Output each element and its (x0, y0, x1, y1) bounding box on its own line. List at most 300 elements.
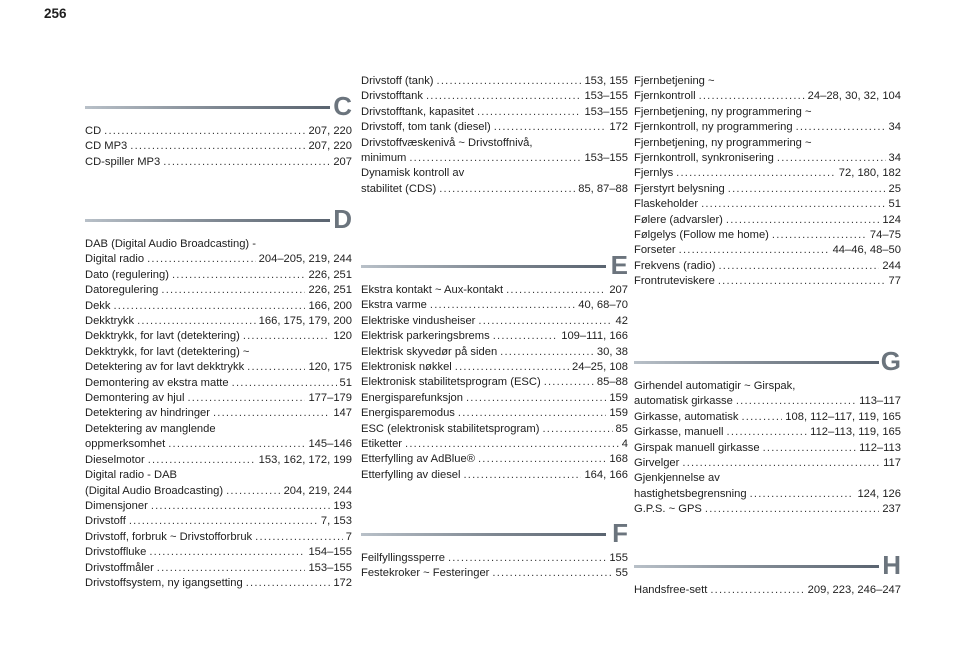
index-entry (634, 259, 901, 274)
dot-leader (464, 468, 582, 483)
dot-leader (458, 406, 606, 421)
index-entry-pages: 147 (333, 407, 352, 420)
index-entry-label-line: Fjernbetjening, ny programmering ~ (634, 105, 812, 118)
dot-leader (478, 452, 606, 467)
index-entry-pages: 112–113 (859, 441, 901, 454)
index-entry-pages: 77 (888, 275, 901, 288)
index-entry (361, 166, 628, 197)
index-entry-term: Elektronisk stabilitetsprogram (ESC) (361, 376, 541, 389)
index-entry-pages: 145–146 (308, 438, 352, 451)
index-entry-line (361, 391, 628, 406)
dot-leader (213, 406, 330, 421)
index-entry-pages: 153–155 (584, 105, 628, 118)
index-entry-term: Elektriske vindusheiser (361, 314, 476, 327)
index-entry (634, 197, 901, 212)
index-entry-line (85, 545, 352, 560)
index-entry-pages: 204–205, 219, 244 (258, 253, 352, 266)
index-entry-term: Elektronisk nøkkel (361, 361, 452, 374)
dot-leader (728, 182, 886, 197)
index-entry (361, 437, 628, 452)
index-entry-pages: 40, 68–70 (578, 299, 628, 312)
index-entry (85, 530, 352, 545)
index-entry-label-line: Drivstoffvæskenivå ~ Drivstoffnivå, (361, 136, 533, 149)
index-section-f-continued (634, 74, 901, 290)
index-entry (634, 213, 901, 228)
index-entry (361, 422, 628, 437)
index-entry (85, 561, 352, 576)
index-entry-label-line: Dynamisk kontroll av (361, 167, 465, 180)
index-entry (85, 514, 352, 529)
index-entry (634, 182, 901, 197)
index-entry-line (85, 406, 352, 421)
index-entry-pages: 159 (609, 391, 628, 404)
index-entry-pages: 164, 166 (584, 468, 628, 481)
index-entry-term: Demontering av hjul (85, 392, 185, 405)
index-entry-line (634, 228, 901, 243)
index-entry-pages: 24–25, 108 (572, 361, 628, 374)
index-entry-term: oppmerksomhet (85, 438, 166, 451)
index-entry-line (634, 394, 901, 409)
index-entry-pages: 153–155 (584, 90, 628, 103)
index-entry-pages: 24–28, 30, 32, 104 (807, 90, 901, 103)
dot-leader (104, 124, 305, 139)
index-entry-pages: 124 (882, 213, 901, 226)
dot-leader (544, 375, 594, 390)
index-entry-term: Feilfyllingssperre (361, 552, 445, 564)
index-entry-pages: 85–88 (596, 376, 628, 389)
dot-leader (405, 437, 619, 452)
dot-leader (777, 151, 886, 166)
index-entry-pages: 153, 162, 172, 199 (258, 453, 352, 466)
index-entry (361, 566, 628, 581)
index-entry-line (85, 124, 352, 139)
index-entry (361, 345, 628, 360)
index-entry-pages: 193 (333, 499, 352, 512)
index-entry (85, 545, 352, 560)
index-entry-pages: 74–75 (869, 229, 901, 242)
index-entry-term: Demontering av ekstra matte (85, 376, 229, 389)
index-entry-pages: 172 (333, 576, 352, 589)
index-entry (634, 502, 901, 517)
index-entry-line (85, 453, 352, 468)
dot-leader (243, 329, 331, 344)
index-entry-line (85, 484, 352, 499)
dot-leader (718, 259, 879, 274)
dot-leader (705, 502, 879, 517)
index-entry-term: Drivstoff (85, 515, 126, 528)
index-entry-pages: 42 (615, 314, 628, 327)
index-entry-term: Drivstofftank (361, 90, 423, 103)
section-header (85, 204, 352, 235)
index-entry-line (634, 197, 901, 212)
dot-leader (763, 441, 856, 456)
index-entry-term: Fjerstyrt belysning (634, 182, 725, 195)
index-entry-line (85, 499, 352, 514)
dot-leader (448, 551, 606, 566)
index-entry-line (85, 360, 352, 375)
index-entry-label-line: Dekktrykk, for lavt (detektering) ~ (85, 345, 250, 358)
index-entry (361, 468, 628, 483)
index-entry (634, 425, 901, 440)
dot-leader (149, 545, 305, 560)
index-entry (361, 105, 628, 120)
dot-leader (148, 453, 256, 468)
dot-leader (727, 425, 808, 440)
dot-leader (226, 484, 281, 499)
index-entry (361, 298, 628, 313)
dot-leader (163, 155, 330, 170)
index-entry-term: Detektering av hindringer (85, 407, 210, 420)
index-entry-line (361, 105, 628, 120)
dot-leader (500, 345, 594, 360)
index-entry-pages: 72, 180, 182 (838, 167, 901, 180)
index-entry-line (634, 441, 901, 456)
index-entry-pages: 55 (615, 567, 628, 580)
index-entry-line (361, 360, 628, 375)
index-entry (85, 283, 352, 298)
index-entry-term: Festekroker ~ Festeringer (361, 567, 490, 580)
index-entry (85, 155, 352, 170)
index-entry-term: (Digital Audio Broadcasting) (85, 484, 224, 497)
index-entry (361, 314, 628, 329)
index-entry-pages: 155 (609, 552, 628, 564)
index-entry (85, 139, 352, 154)
index-entry-pages: 112–113, 119, 165 (810, 426, 901, 439)
index-entry-line (85, 314, 352, 329)
index-entry (634, 228, 901, 243)
index-entry (361, 406, 628, 421)
dot-leader (168, 437, 305, 452)
index-entry (634, 274, 901, 289)
section-letter: D (333, 204, 352, 234)
index-entry-pages: 51 (339, 376, 352, 389)
section-divider (85, 219, 330, 222)
index-entry-term: Girkasse, manuell (634, 426, 724, 439)
index-entry-line (634, 274, 901, 289)
index-section-d-continued (361, 74, 628, 197)
index-entry-term: Dekktrykk (85, 315, 135, 328)
index-entry-label-line: DAB (Digital Audio Broadcasting) - (85, 238, 256, 250)
index-entry-term: Datoregulering (85, 284, 159, 297)
dot-leader (478, 314, 612, 329)
index-entry-pages: 108, 112–117, 119, 165 (785, 410, 901, 423)
index-entry (634, 166, 901, 181)
section-divider (361, 265, 606, 268)
index-entry-line (361, 345, 628, 360)
index-entry-term: Dekk (85, 299, 111, 312)
index-entry-line (361, 406, 628, 421)
dot-leader (699, 89, 805, 104)
index-entry-line (634, 259, 901, 274)
dot-leader (430, 298, 575, 313)
dot-leader (137, 314, 256, 329)
index-entry-term: Girkasse, automatisk (634, 410, 739, 423)
index-entry-pages: 51 (888, 198, 901, 211)
index-entry (85, 453, 352, 468)
index-entry-term: Etterfylling av AdBlue® (361, 453, 475, 466)
index-entry-line (634, 583, 901, 598)
dot-leader (255, 530, 343, 545)
index-entry-pages: 226, 251 (308, 284, 352, 297)
index-entry-pages: 154–155 (308, 546, 352, 559)
index-section-g (634, 346, 901, 518)
index-entry (85, 314, 352, 329)
index-entry-term: Fjernkontroll (634, 90, 696, 103)
section-header (361, 250, 628, 281)
index-entry-line (85, 576, 352, 591)
dot-leader (247, 360, 305, 375)
index-entry-pages: 85, 87–88 (578, 182, 628, 195)
index-entry-line (85, 283, 352, 298)
dot-leader (682, 456, 880, 471)
dot-leader (679, 243, 830, 258)
index-entry (361, 329, 628, 344)
section-divider (634, 361, 879, 364)
index-entry-line (85, 155, 352, 170)
index-entry-pages: 34 (888, 152, 901, 165)
dot-leader (114, 299, 306, 314)
index-entry-pages: 25 (888, 182, 901, 195)
index-entry-pages: 172 (609, 121, 628, 134)
dot-leader (157, 561, 306, 576)
index-entry-line (634, 151, 901, 166)
index-entry (634, 74, 901, 105)
index-entry (634, 583, 901, 598)
index-entry-term: Detektering av for lavt dekktrykk (85, 361, 245, 374)
index-entry-line (85, 530, 352, 545)
index-entry (634, 410, 901, 425)
index-entry-pages: 204, 219, 244 (283, 484, 352, 497)
index-entry (361, 375, 628, 390)
index-entry-term: Frekvens (radio) (634, 259, 716, 272)
index-entry-label-line: Fjernbetjening, ny programmering ~ (634, 136, 812, 149)
index-entry-pages: 153–155 (584, 152, 628, 165)
index-entry-term: hastighetsbegrensning (634, 487, 747, 500)
index-entry-term: CD MP3 (85, 140, 128, 153)
index-entry-label-line: Digital radio - DAB (85, 469, 178, 482)
index-entry-line (361, 452, 628, 467)
index-entry-line (361, 468, 628, 483)
index-entry-pages: 153–155 (308, 561, 352, 574)
index-entry-line (634, 243, 901, 258)
index-entry-term: Etiketter (361, 438, 403, 451)
section-letter: F (612, 518, 628, 548)
index-entry-pages: 159 (609, 407, 628, 420)
dot-leader (466, 391, 606, 406)
index-entry-line (361, 329, 628, 344)
index-entry-line (634, 166, 901, 181)
index-entry-pages: 207 (609, 284, 628, 296)
index-entry (85, 422, 352, 453)
index-entry-line (361, 151, 628, 166)
index-entry-term: Flaskeholder (634, 198, 699, 211)
dot-leader (172, 268, 305, 283)
dot-leader (710, 583, 804, 598)
index-entry (85, 376, 352, 391)
index-entry-line (634, 89, 901, 104)
index-entry-term: automatisk girkasse (634, 395, 733, 408)
index-entry (361, 89, 628, 104)
index-section-h (634, 550, 901, 598)
index-entry (85, 391, 352, 406)
index-entry-label-line: Fjernbetjening ~ (634, 75, 715, 87)
index-entry-term: Dato (regulering) (85, 268, 169, 281)
index-entry (634, 136, 901, 167)
index-entry-line (361, 437, 628, 452)
index-entry-line (85, 376, 352, 391)
index-entry (85, 268, 352, 283)
dot-leader (750, 487, 855, 502)
index-entry-term: Girspak manuell girkasse (634, 441, 760, 454)
index-section-f (361, 518, 628, 582)
index-entry (361, 551, 628, 566)
index-entry-line (634, 213, 901, 228)
index-entry (361, 120, 628, 135)
index-entry (361, 360, 628, 375)
index-entry-line (361, 298, 628, 313)
index-section-d (85, 204, 352, 591)
index-entry-pages: 85 (615, 422, 628, 435)
index-entry-line (634, 456, 901, 471)
index-entry-pages: 166, 200 (308, 299, 352, 312)
index-entry-pages: 153, 155 (584, 75, 628, 87)
index-entry-pages: 34 (888, 121, 901, 134)
index-entry (634, 471, 901, 502)
dot-leader (506, 283, 606, 298)
index-entry-line (85, 299, 352, 314)
index-entry (634, 441, 901, 456)
dot-leader (741, 410, 782, 425)
index-entry-label-line: Gjenkjennelse av (634, 472, 720, 485)
index-entry-term: G.P.S. ~ GPS (634, 503, 702, 516)
index-entry-pages: 177–179 (308, 392, 352, 405)
index-entry-term: Drivstoffsystem, ny igangsetting (85, 576, 243, 589)
dot-leader (492, 566, 612, 581)
index-entry-term: Dekktrykk, for lavt (detektering) (85, 330, 240, 343)
dot-leader (129, 514, 318, 529)
index-section-e (361, 250, 628, 483)
section-divider (85, 106, 330, 109)
index-entry-line (361, 120, 628, 135)
index-entry-line (634, 120, 901, 135)
index-entry-term: Handsfree-sett (634, 584, 708, 596)
index-entry-line (361, 314, 628, 329)
index-entry-term: CD-spiller MP3 (85, 155, 161, 168)
section-header (361, 518, 628, 549)
index-entry-term: stabilitet (CDS) (361, 182, 437, 195)
dot-leader (246, 576, 331, 591)
index-entry (361, 391, 628, 406)
dot-leader (718, 274, 886, 289)
index-entry-line (361, 551, 628, 566)
index-entry-line (634, 182, 901, 197)
index-entry (361, 452, 628, 467)
index-entry-pages: 166, 175, 179, 200 (258, 315, 352, 328)
index-entry-pages: 209, 223, 246–247 (807, 584, 901, 596)
section-letter: H (882, 550, 901, 580)
dot-leader (701, 197, 885, 212)
index-entry-term: Drivstoff, tom tank (diesel) (361, 121, 491, 134)
index-entry (85, 406, 352, 421)
dot-leader (188, 391, 306, 406)
dot-leader (147, 252, 256, 267)
index-entry (634, 379, 901, 410)
index-entry-term: Ekstra kontakt ~ Aux-kontakt (361, 284, 504, 296)
index-entry-line (361, 283, 628, 298)
dot-leader (439, 182, 575, 197)
index-entry-pages: 124, 126 (857, 487, 901, 500)
dot-leader (477, 105, 581, 120)
index-entry-pages: 44–46, 48–50 (832, 244, 901, 257)
index-entry-pages: 120 (333, 330, 352, 343)
page-number: 256 (44, 6, 67, 21)
index-entry-term: Drivstofftank, kapasitet (361, 105, 474, 118)
index-entry (361, 74, 628, 89)
index-entry (85, 345, 352, 376)
index-entry-term: Girvelger (634, 457, 680, 470)
index-entry-label-line: Detektering av manglende (85, 422, 216, 435)
index-entry-term: Dimensjoner (85, 499, 148, 512)
index-entry-pages: 226, 251 (308, 268, 352, 281)
index-entry-line (634, 502, 901, 517)
index-section-c (85, 91, 352, 170)
dot-leader (426, 89, 581, 104)
index-entry (361, 283, 628, 298)
index-entry-term: Følere (advarsler) (634, 213, 723, 226)
index-entry-line (361, 375, 628, 390)
index-entry-term: CD (85, 125, 102, 137)
index-entry-pages: 113–117 (859, 395, 901, 408)
section-letter: E (610, 250, 628, 280)
index-entry-term: Energisparefunksjon (361, 391, 463, 404)
index-entry-pages: 109–111, 166 (561, 330, 628, 343)
dot-leader (232, 376, 337, 391)
index-entry-pages: 207, 220 (308, 140, 352, 153)
index-entry-line (361, 74, 628, 89)
index-entry (361, 136, 628, 167)
index-entry-line (634, 487, 901, 502)
dot-leader (676, 166, 836, 181)
index-entry (85, 124, 352, 139)
index-entry-term: Elektrisk parkeringsbrems (361, 330, 490, 343)
index-entry-line (634, 410, 901, 425)
index-entry-pages: 117 (883, 457, 901, 470)
index-entry-term: Drivstoffmåler (85, 561, 154, 574)
index-entry-term: Fjernlys (634, 167, 674, 180)
dot-leader (437, 74, 582, 89)
index-entry-line (634, 425, 901, 440)
index-entry (85, 299, 352, 314)
index-entry-term: Følgelys (Follow me home) (634, 229, 769, 242)
index-entry-term: Dieselmotor (85, 453, 145, 466)
index-entry-term: ESC (elektronisk stabilitetsprogram) (361, 422, 540, 435)
section-header (85, 91, 352, 122)
index-entry-term: minimum (361, 152, 407, 165)
index-entry-term: Ekstra varme (361, 299, 427, 312)
dot-leader (151, 499, 331, 514)
dot-leader (772, 228, 867, 243)
index-entry-pages: 7 (345, 530, 352, 543)
index-entry-pages: 4 (621, 438, 628, 451)
dot-leader (455, 360, 569, 375)
section-divider (634, 565, 879, 568)
section-header (634, 346, 901, 377)
index-entry (634, 105, 901, 136)
dot-leader (542, 422, 612, 437)
index-entry-line (85, 268, 352, 283)
index-entry-line (85, 252, 352, 267)
index-entry (85, 468, 352, 499)
